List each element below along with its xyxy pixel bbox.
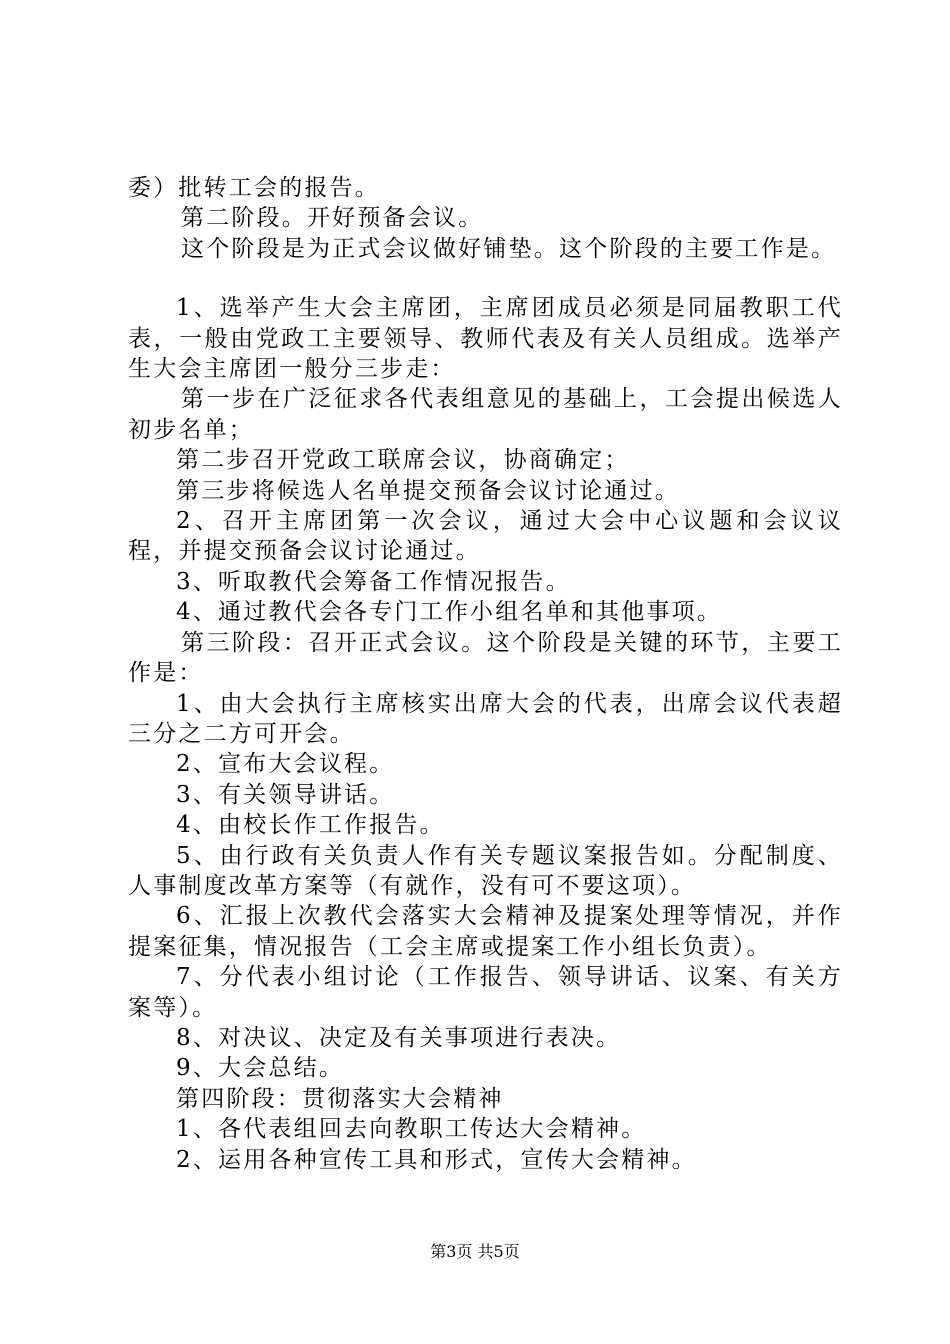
list-item: 第三步将候选人名单提交预备会议讨论通过。 (176, 477, 680, 504)
section-heading-stage-two: 第二阶段。开好预备会议。 (181, 205, 484, 232)
list-item: 4、通过教代会各专门工作小组名单和其他事项。 (176, 599, 723, 626)
section-heading-stage-three: 第三阶段：召开正式会议。这个阶段是关键的环节，主要工作是： (128, 629, 843, 687)
page-footer (0, 1242, 950, 1262)
paragraph: 委）批转工会的报告。 (128, 175, 380, 201)
list-item: 7、分代表小组讨论（工作报告、领导讲话、议案、有关方案等）。 (128, 964, 843, 1021)
document-body (128, 173, 843, 1175)
list-item: 1、由大会执行主席核实出席大会的代表，出席会议代表超三分之二方可开会。 (128, 690, 843, 747)
list-item: 4、由校长作工作报告。 (176, 812, 445, 839)
list-item: 2、运用各种宣传工具和形式，宣传大会精神。 (176, 1146, 697, 1173)
list-item: 6、汇报上次教代会落实大会精神及提案处理等情况，并作提案征集，情况报告（工会主席或提案工作小组长负责）。 (128, 903, 843, 960)
list-item: 第一步在广泛征求各代表组意见的基础上，工会提出候选人初步名单； (128, 386, 843, 443)
list-item: 1、各代表组回去向教职工传达大会精神。 (176, 1116, 647, 1143)
section-heading-stage-four: 第四阶段：贯彻落实大会精神 (176, 1085, 504, 1112)
list-item: 2、召开主席团第一次会议，通过大会中心议题和会议议程，并提交预备会议讨论通过。 (128, 508, 843, 565)
list-item: 9、大会总结。 (176, 1055, 345, 1082)
list-item: 8、对决议、决定及有关事项进行表决。 (176, 1024, 622, 1051)
paragraph: 这个阶段是为正式会议做好铺垫。这个阶段的主要工作是。 (181, 235, 837, 262)
list-item: 3、有关领导讲话。 (176, 781, 395, 808)
list-item: 2、宣布大会议程。 (176, 751, 395, 778)
list-item: 5、由行政有关负责人作有关专题议案报告如。分配制度、人事制度改革方案等（有就作，没有可不要这项）。 (128, 842, 843, 899)
page-number: 第3页 共5页 (430, 1242, 520, 1261)
list-item: 1、选举产生大会主席团，主席团成员必须是同届教职工代表，一般由党政工主要领导、教师代表及有关人员组成。选举产生大会主席团一般分三步走： (128, 295, 843, 383)
list-item: 3、听取教代会筹备工作情况报告。 (176, 568, 571, 595)
list-item: 第二步召开党政工联席会议，协商确定； (176, 447, 630, 474)
